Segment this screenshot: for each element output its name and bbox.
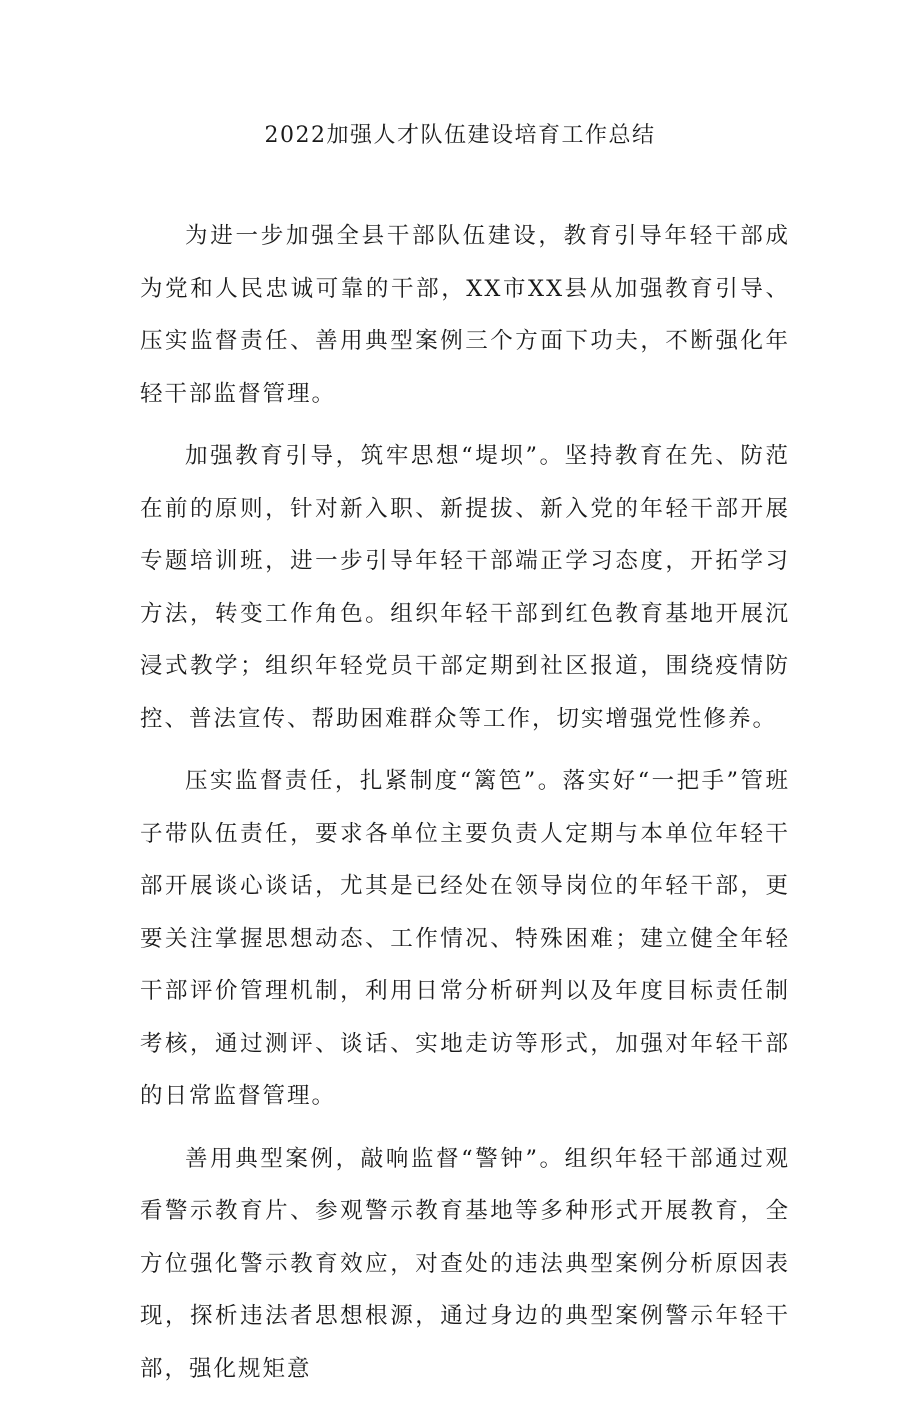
paragraph-education-guidance: 加强教育引导，筑牢思想“堤坝”。坚持教育在先、防范在前的原则，针对新入职、新提拔、新入党的年轻干部开展专题培训班，进一步引导年轻干部端正学习态度，开拓学习方法，转变工作角色。组织年轻干部到红色教育基地开展沉浸式教学；组织年轻党员干部定期到社区报道，围绕疫情防控、普法宣传、帮助困难群众等工作，切实增强党性修养。 xyxy=(140,443,790,732)
paragraph-supervision-responsibility: 压实监督责任，扎紧制度“篱笆”。落实好“一把手”管班子带队伍责任，要求各单位主要负责人定期与本单位年轻干部开展谈心谈话，尤其是已经处在领导岗位的年轻干部，更要关注掌握思想动态、工作情况、特殊困难；建立健全年轻干部评价管理机制，利用日常分析研判以及年度目标责任制考核，通过测评、谈话、实地走访等形式，加强对年轻干部的日常监督管理。 xyxy=(140,768,790,1109)
paragraph-typical-cases: 善用典型案例，敲响监督“警钟”。组织年轻干部通过观看警示教育片、参观警示教育基地等多种形式开展教育，全方位强化警示教育效应，对查处的违法典型案例分析原因表现，探析违法者思想根源，通过身边的典型案例警示年轻干部，强化规矩意 xyxy=(140,1145,790,1382)
document-title: 2022加强人才队伍建设培育工作总结 xyxy=(264,123,656,148)
document-body xyxy=(140,210,790,1405)
paragraph-intro: 为进一步加强全县干部队伍建设，教育引导年轻干部成为党和人民忠诚可靠的干部，XX市XX县从加强教育引导、压实监督责任、善用典型案例三个方面下功夫，不断强化年轻干部监督管理。 xyxy=(140,223,790,407)
